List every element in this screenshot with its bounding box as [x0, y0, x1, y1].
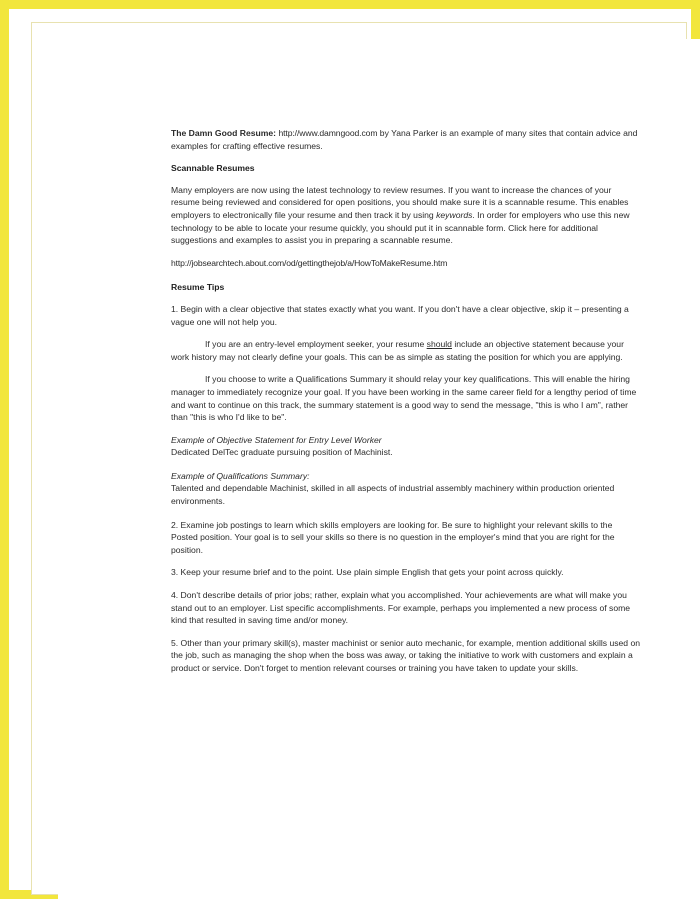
resume-tips-heading: Resume Tips: [171, 282, 225, 293]
reference-url[interactable]: http://jobsearchtech.about.com/od/gettingthejob/a/HowToMakeResume.htm: [171, 257, 448, 268]
tip-5: 5. Other than your primary skill(s), master machinist or senior auto mechanic, for example, mention additional skills used on the job, such as managing the shop when the boss was away, or taking the initiative to work with customers and explain a product or service. Don't forget to mention relevant courses or training you have taken to update your skills.: [171, 637, 641, 673]
scannable-body-part-3: for additional suggestions and examples to assist you in preparing a scannable resume.: [171, 222, 598, 246]
damn-good-resume-title: The Damn Good Resume:: [171, 128, 277, 138]
keywords-italic: keywords: [436, 209, 473, 220]
document-sheet: [58, 39, 700, 906]
tip-3: 3. Keep your resume brief and to the point. Use plain simple English that gets your point across quickly.: [171, 567, 564, 578]
example-objective-title: Example of Objective Statement for Entry Level Worker: [171, 434, 382, 445]
example-qualifications-title: Example of Qualifications Summary:: [171, 470, 310, 481]
scannable-body-part-2: . In order for employers who use this new technology to be able to locate your resume quickly, you should put it in scannable form. Click: [171, 209, 630, 233]
example-objective-body: Dedicated DelTec graduate pursuing position of Machinist.: [171, 447, 393, 458]
scannable-body-part-1: Many employers are now using the latest technology to review resumes. If you want to increase the chances of your resume being reviewed and considered for open positions, you should make sure it is a scannable resume. This enables employers to electronically file your resume and then track it by using: [171, 184, 629, 220]
tip-4: 4. Don't describe details of prior jobs; rather, explain what you accomplished. Your achievements are what will make you stand out to an employer. List specific accomplishments. For example, perhaps you implemented a new process of some kind that resulted in saving time and/or money.: [171, 590, 631, 626]
document-text-body: [171, 127, 641, 685]
tip-1-sub-b: If you choose to write a Qualifications Summary it should relay your key qualifications. This will enable the hiring manager to immediately recognize your goal. If you have been working in the same career field for a lengthy period of time and want to continue on this track, the summary statement is a good way to send the message, "this is who I am", rather than "this is who I'd like to be".: [171, 374, 637, 423]
example-qualifications-body: Talented and dependable Machinist, skilled in all aspects of industrial assembly machinery within production oriented environments.: [171, 483, 615, 507]
scannable-resumes-heading: Scannable Resumes: [171, 163, 255, 174]
intro-rest-text: by Yana Parker is an example of many sites that contain advice and examples for crafting effective resumes.: [171, 128, 638, 151]
example-qualifications-summary: [171, 470, 641, 508]
tip-1: 1. Begin with a clear objective that states exactly what you want. If you don't have a clear objective, skip it – presenting a vague one will not help you.: [171, 303, 629, 327]
document-border: [31, 22, 687, 895]
should-underlined: should: [426, 339, 452, 350]
tip-1-sub-a-before: If you are an entry-level employment seeker, your resume: [205, 339, 427, 350]
here-link[interactable]: here: [529, 222, 547, 233]
tip-1-sub-a: [171, 338, 641, 363]
tip-2: 2. Examine job postings to learn which skills employers are looking for. Be sure to highlight your relevant skills to the Posted position. Your goal is to sell your skills so there is no question in the employer's mind that you are right for the position.: [171, 519, 615, 555]
intro-paragraph: [171, 127, 641, 152]
example-objective-statement: [171, 434, 641, 459]
scannable-resumes-paragraph: [171, 184, 641, 247]
damn-good-resume-url[interactable]: http://www.damngood.com: [278, 128, 378, 138]
tip-1-sub-a-after: include an objective statement because your work history may not clearly define your goals. This can be as simple as stating the position for which you are applying.: [171, 339, 624, 362]
